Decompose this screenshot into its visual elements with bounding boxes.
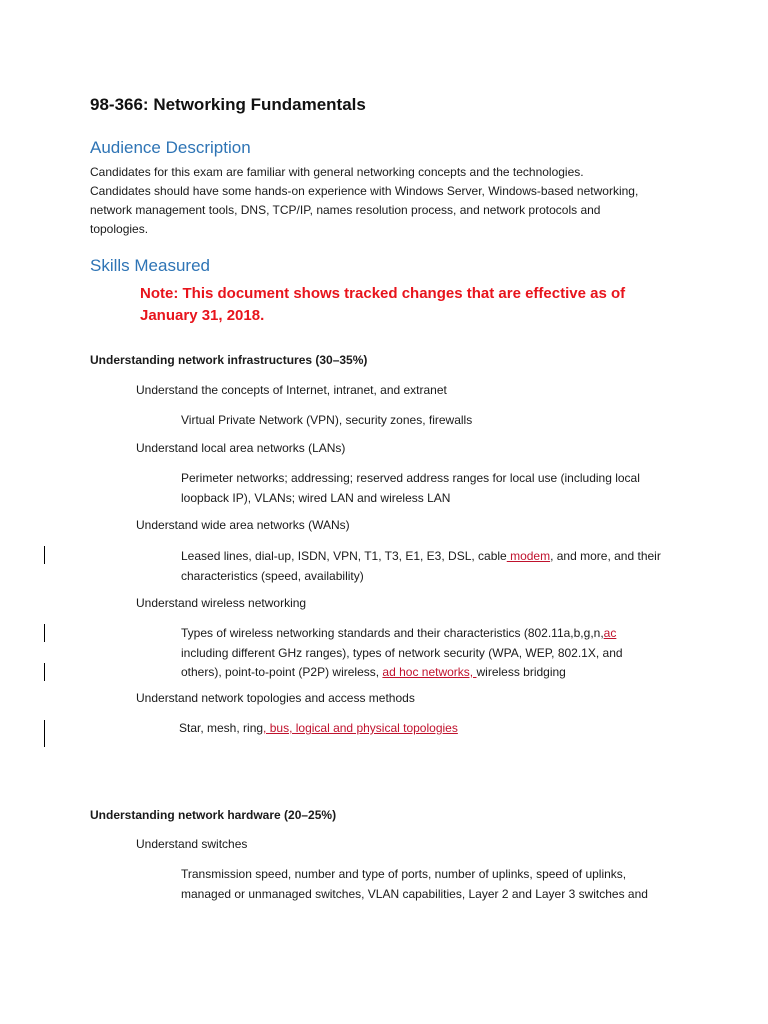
topic-title: Understand network topologies and access methods <box>136 691 415 705</box>
detail-line: managed or unmanaged switches, VLAN capabilities, Layer 2 and Layer 3 switches and <box>181 886 648 901</box>
topic-detail <box>181 469 640 508</box>
change-bar <box>44 624 45 642</box>
topic-title: Understand local area networks (LANs) <box>136 441 346 455</box>
tracked-insertion: ac <box>603 626 617 640</box>
topic-detail <box>179 719 458 739</box>
tracked-insertion: , bus, logical and physical topologies <box>263 721 458 735</box>
detail-text: others), point-to-point (P2P) wireless, <box>181 665 383 679</box>
topic-title: Understand wireless networking <box>136 596 307 610</box>
detail-text: Types of wireless networking standards and their characteristics (802.11a,b,g,n, <box>181 626 604 640</box>
detail-text: , and more, and their <box>550 549 661 563</box>
detail-line: including different GHz ranges), types of network security (WPA, WEP, 802.1X, and <box>181 645 623 660</box>
tracked-insertion: ad hoc networks, <box>382 665 477 679</box>
change-bar <box>44 663 45 681</box>
tracked-changes-note <box>140 283 625 327</box>
document-title: 98-366: Networking Fundamentals <box>90 95 366 114</box>
tracked-insertion: modem <box>506 549 551 563</box>
topic-detail <box>181 865 648 904</box>
topic-detail <box>181 624 623 683</box>
change-bar <box>44 720 45 747</box>
skills-heading: Skills Measured <box>90 256 210 275</box>
audience-paragraph <box>90 163 638 239</box>
topic-title: Understand the concepts of Internet, intranet, and extranet <box>136 383 447 397</box>
audience-heading: Audience Description <box>90 138 251 157</box>
detail-line: Transmission speed, number and type of ports, number of uplinks, speed of uplinks, <box>181 867 627 881</box>
detail-text: Leased lines, dial-up, ISDN, VPN, T1, T3, E1, E3, DSL, cable <box>181 549 507 563</box>
note-line: January 31, 2018. <box>140 307 265 324</box>
audience-line: network management tools, DNS, TCP/IP, names resolution process, and network protocols and <box>90 203 601 217</box>
audience-line: Candidates should have some hands-on experience with Windows Server, Windows-based networking, <box>90 184 639 198</box>
detail-line: loopback IP), VLANs; wired LAN and wireless LAN <box>181 490 451 505</box>
topic-title: Understand wide area networks (WANs) <box>136 518 350 532</box>
detail-line: characteristics (speed, availability) <box>181 568 364 583</box>
audience-line: topologies. <box>90 222 149 236</box>
topic-detail: Virtual Private Network (VPN), security zones, firewalls <box>181 413 473 427</box>
note-line: Note: This document shows tracked changes that are effective as of <box>140 285 626 302</box>
topic-detail <box>181 547 661 586</box>
change-bar <box>44 546 45 564</box>
detail-text: Star, mesh, ring <box>179 721 264 735</box>
detail-line: Perimeter networks; addressing; reserved address ranges for local use (including local <box>181 471 640 485</box>
detail-text: wireless bridging <box>476 665 566 679</box>
section-title: Understanding network infrastructures (30–35%) <box>90 353 368 367</box>
audience-line: Candidates for this exam are familiar with general networking concepts and the technologies. <box>90 165 584 179</box>
section-title: Understanding network hardware (20–25%) <box>90 808 337 822</box>
topic-title: Understand switches <box>136 837 248 851</box>
